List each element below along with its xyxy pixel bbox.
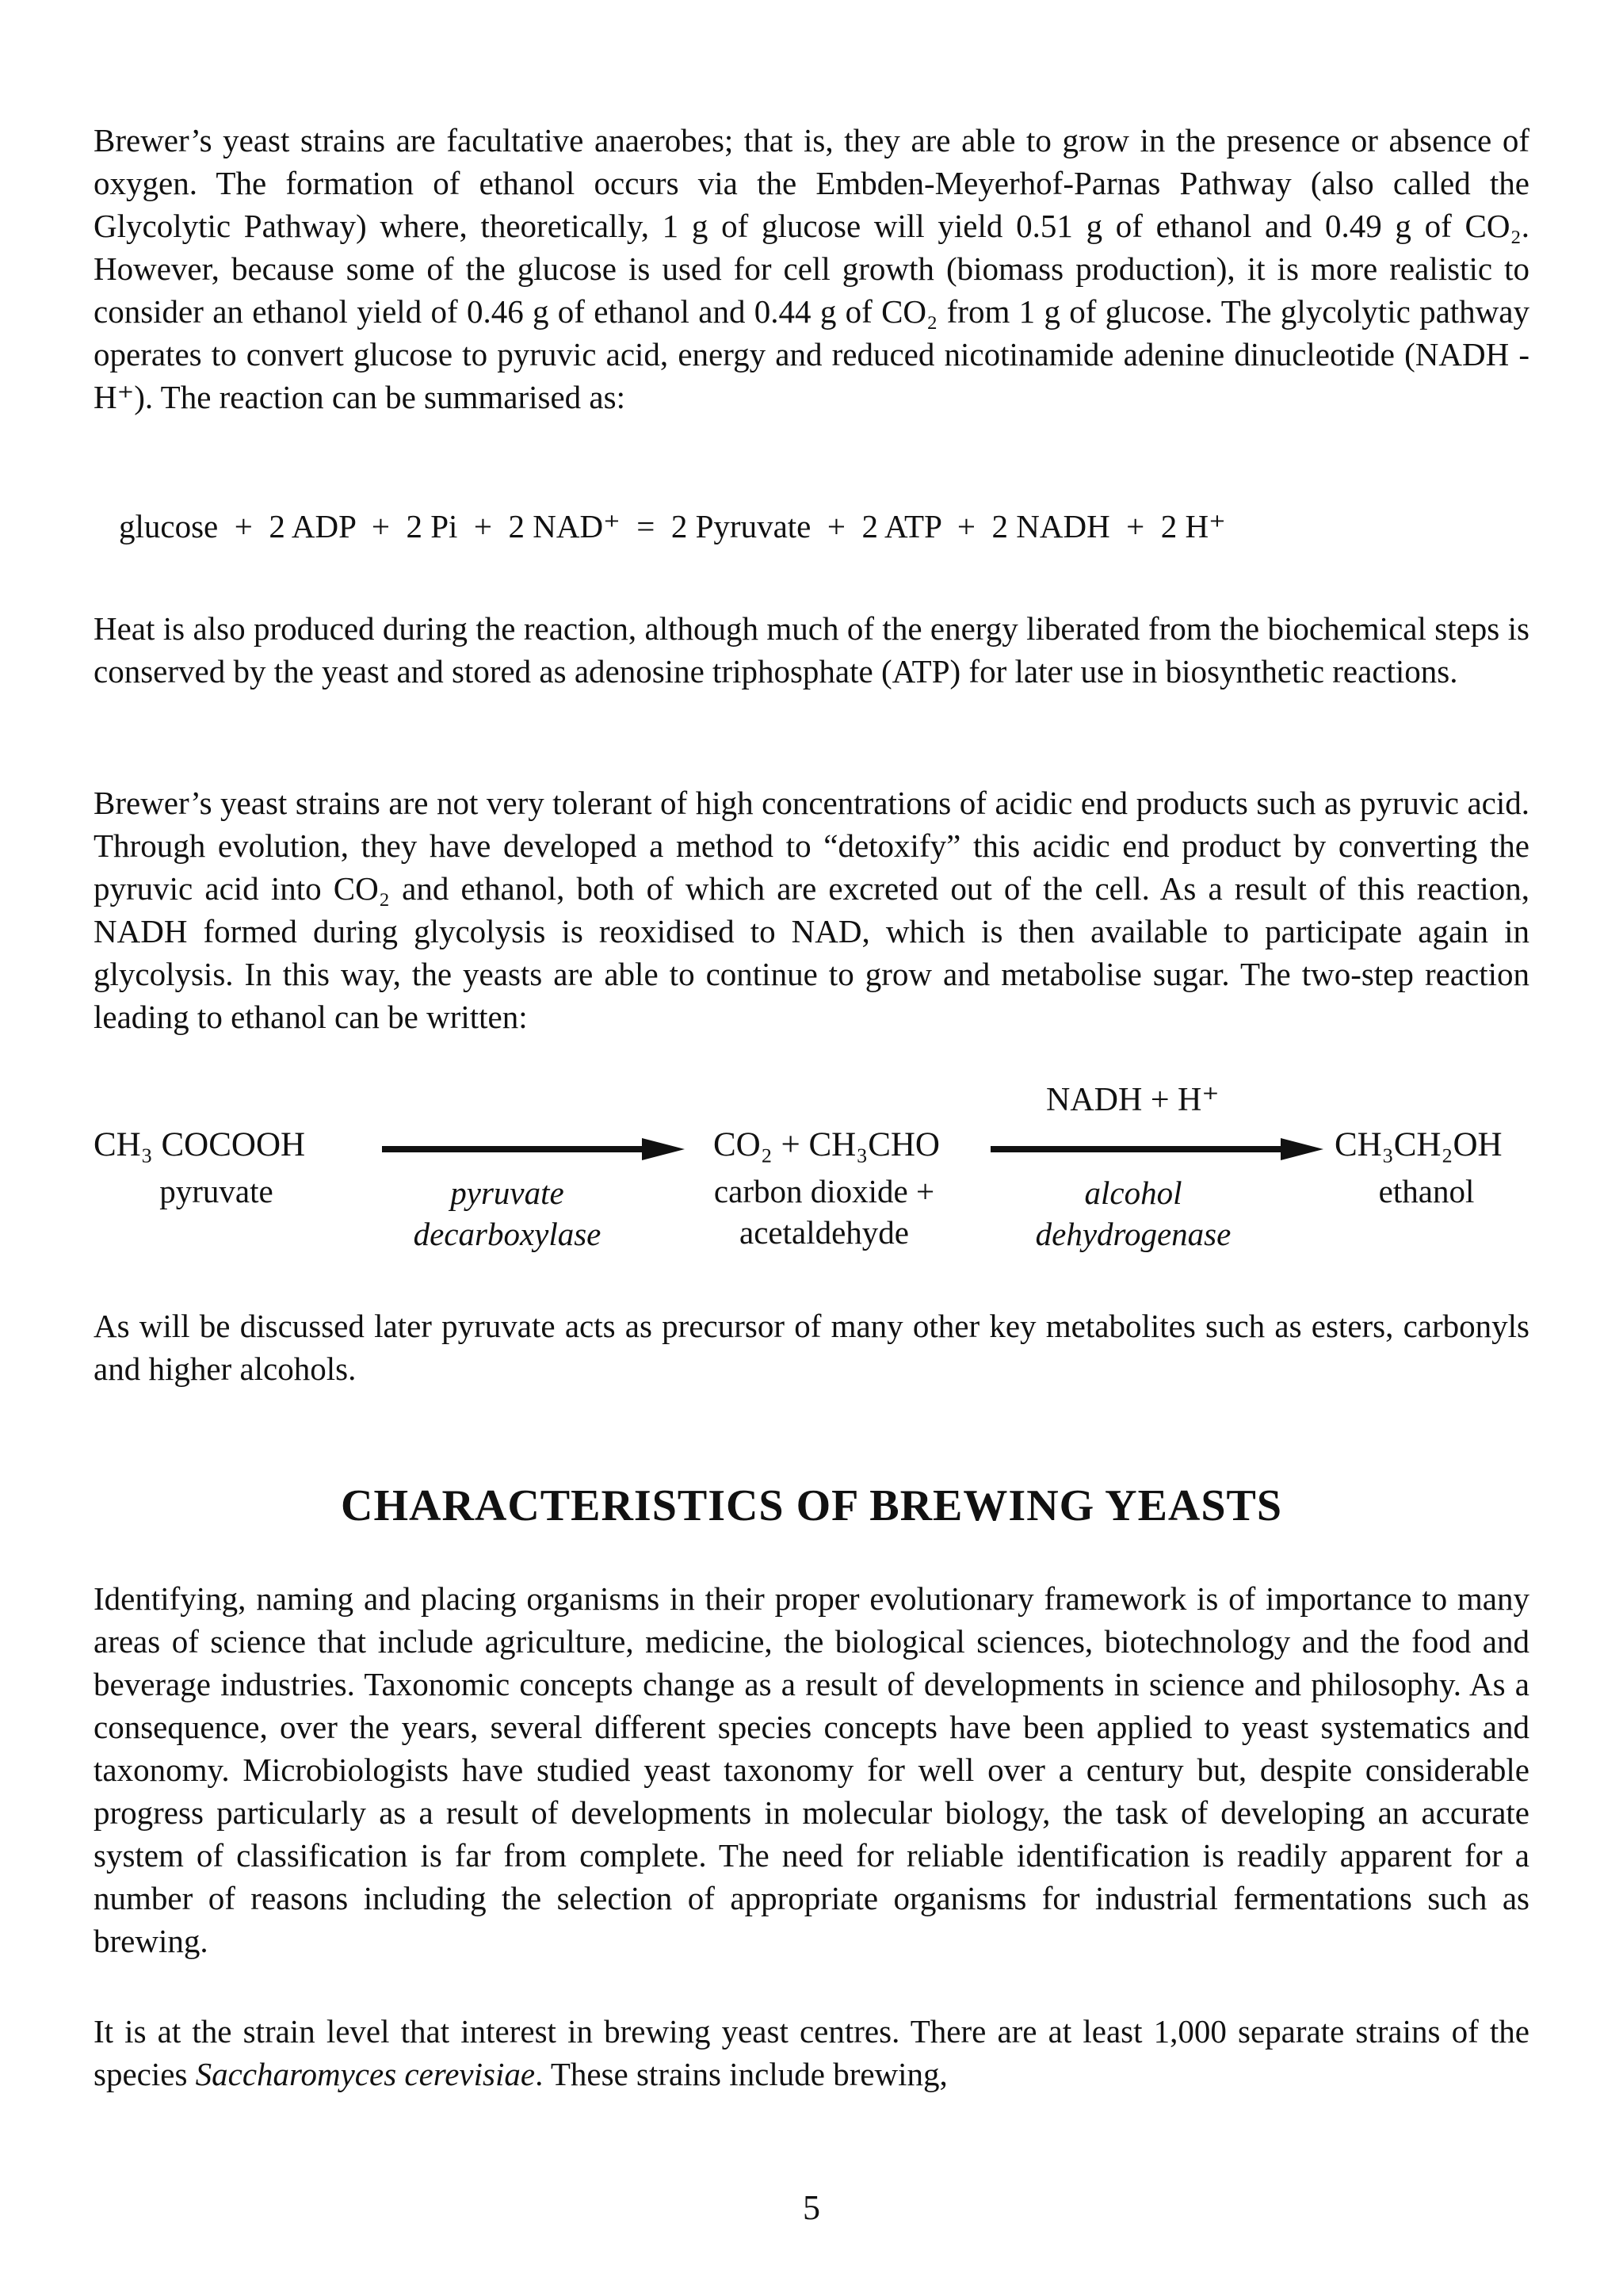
dehydrogenase-arrow: [991, 1146, 1284, 1152]
species-name: Saccharomyces cerevisiae: [195, 2056, 536, 2092]
ethanol-formula: CH₃CH₂OH: [1335, 1126, 1503, 1163]
paragraph-fermentation-intro: Brewer’s yeast strains are facultative anaerobes; that is, they are able to grow in the presence or absence of oxygen. The formation of ethanol occurs via the Embden-Meyerhof-Parnas Pathway (also called the Glycolytic Pathway) where, theoretically, 1 g of glucose will yield 0.51 g of ethanol and 0.49 g of CO₂. However, because some of the glucose is used for cell growth (biomass production), it is more realistic to consider an ethanol yield of 0.46 g of ethanol and 0.44 g of CO₂ from 1 g of glucose. The glycolytic pathway operates to convert glucose to pyruvic acid, energy and reduced nicotinamide adenine dinucleotide (NADH - H⁺). The reaction can be summarised as:: [94, 122, 1529, 415]
intermediate-label-1: carbon dioxide +: [713, 1173, 935, 1209]
ethanol-label: ethanol: [1378, 1173, 1475, 1209]
enzyme2-line2: dehydrogenase: [1035, 1216, 1232, 1252]
paragraph-strains: [94, 2010, 1529, 2095]
page-number: 5: [803, 2188, 820, 2227]
enzyme1-line1: pyruvate: [450, 1175, 564, 1211]
section-heading: CHARACTERISTICS OF BREWING YEASTS: [341, 1481, 1282, 1530]
pyruvate-label: pyruvate: [159, 1173, 273, 1209]
strains-text-b: . These strains include brewing,: [535, 2056, 948, 2092]
intermediate-formula: CO₂ + CH₃CHO: [713, 1126, 940, 1163]
intermediate-label-2: acetaldehyde: [739, 1214, 909, 1251]
paragraph-pyruvate-precursor: As will be discussed later pyruvate acts as precursor of many other key metabolites such as esters, carbonyls and higher alcohols.: [94, 1308, 1529, 1387]
paragraph-heat-atp: Heat is also produced during the reaction, although much of the energy liberated from the biochemical steps is conserved by the yeast and stored as adenosine triphosphate (ATP) for later use in biosynthetic reactions.: [94, 610, 1529, 690]
paragraph-taxonomy: Identifying, naming and placing organisms in their proper evolutionary framework is of importance to many areas of science that include agriculture, medicine, the biological sciences, biotechnology and the food and beverage industries. Taxonomic concepts change as a result of developments in science and philosophy. As a consequence, over the years, several different species concepts have been applied to yeast systematics and taxonomy. Microbiologists have studied yeast taxonomy for well over a century but, despite considerable progress particularly as a result of developments in molecular biology, the task of developing an accurate system of classification is far from complete. The need for reliable identification is readily apparent for a number of reasons including the selection of appropriate organisms for industrial fermentations such as brewing.: [94, 1580, 1529, 1959]
pyruvate-formula: CH₃ COCOOH: [94, 1126, 306, 1163]
enzyme1-line2: decarboxylase: [413, 1216, 601, 1252]
glycolysis-equation: glucose + 2 ADP + 2 Pi + 2 NAD⁺ = 2 Pyruvate + 2 ATP + 2 NADH + 2 H⁺: [119, 508, 1226, 544]
paragraph-detoxify: Brewer’s yeast strains are not very tolerant of high concentrations of acidic end products such as pyruvic acid. Through evolution, they have developed a method to “detoxify” this acidic end product by converting the pyruvic acid into CO₂ and ethanol, both of which are excreted out of the cell. As a result of this reaction, NADH formed during glycolysis is reoxidised to NAD, which is then available to participate again in glycolysis. In this way, the yeasts are able to continue to grow and metabolise sugar. The two-step reaction leading to ethanol can be written:: [94, 785, 1529, 1035]
cofactor-label: NADH + H⁺: [1046, 1082, 1220, 1118]
enzyme2-line1: alcohol: [1084, 1175, 1182, 1211]
decarboxylase-arrow: [382, 1146, 643, 1152]
arrowhead-1-icon: [642, 1138, 685, 1160]
arrowhead-2-icon: [1281, 1138, 1323, 1160]
strains-text-a: It is at the strain level that interest in brewing yeast centres. There are at least 1,000 separate strains of the species: [94, 2013, 1529, 2092]
